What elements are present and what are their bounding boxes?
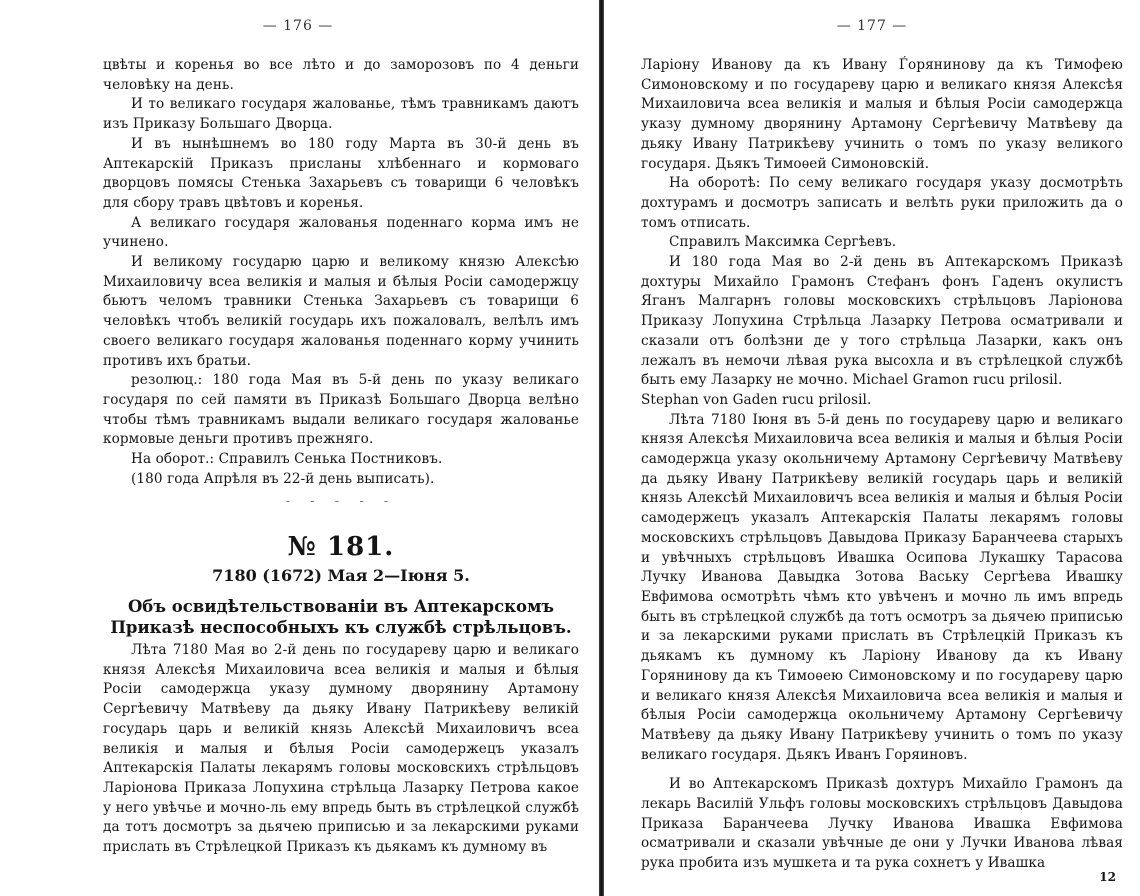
paragraph: На оборот.: Справилъ Сенька Постниковъ. xyxy=(131,451,443,468)
paragraph: И въ нынѣшнемъ во 180 году Марта въ 30-й день въ Аптекарскій Приказъ присланы хлѣбеннаго и кормоваго дворцовъ помясы Стенька Захарьевъ съ товарищи 6 человѣкъ для сбору травъ цвѣтовъ и коренья. xyxy=(103,135,579,211)
paragraph: И 180 года Мая во 2-й день въ Аптекарскомъ Приказѣ дохтуры Михайло Грамонъ Стефанъ фонъ Гаденъ окулистъ Яганъ Малгарнъ головы московскихъ стрѣльцовъ Ларіонова Приказу Лопухина Стрѣльца Лазарку Петрова осматривали и сказали отъ болѣзни де у того стрѣльца Лазарки, какъ онъ лежалъ въ немочи лѣвая рука высохла и въ стрѣлецкой службѣ быть ему Лазарку не мочно. Michael Gramon rucu prilosil. xyxy=(641,254,1123,389)
right-page xyxy=(604,0,1140,896)
paragraph: Справилъ Максимка Сергѣевъ. xyxy=(669,234,897,251)
paragraph: И то великаго государя жалованье, тѣмъ травникамъ даютъ изъ Приказу Большаго Дворца. xyxy=(103,96,579,133)
document-date: 7180 (1672) Мая 2—Іюня 5. xyxy=(212,566,470,585)
left-page-number: — 176 — xyxy=(262,18,334,34)
right-page-number: — 177 — xyxy=(836,18,908,34)
document-number: № 181. xyxy=(287,532,395,562)
paragraph: И великому государю царю и великому князю Алексѣю Михаиловичу всеа великія и малыя и бѣлыя Росіи самодержцу бьютъ челомъ травники Стенька Захарьевъ съ товарищи 6 человѣкъ чтобъ великій государь ихъ пожаловалъ, велѣлъ имъ своего великаго государя жалованья поденнаго корму учинить противъ ихъ братьи. xyxy=(103,254,579,369)
paragraph: Лѣта 7180 Іюня въ 5-й день по государеву царю и великаго князя Алексѣя Михаиловича всеа великія и малыя и бѣлыя Росіи самодержца указу окольничему Артамону Сергѣевичу Матвѣеву да дьяку Ивану Патрикѣеву великій государь царь и великій князь Алексѣй Михаиловичъ всеа великія и малыя и бѣлыя Росіи самодержецъ указалъ Аптекарскія Палаты лекарямъ головы московскихъ стрѣльцовъ Давыдова Приказу Баранчеева старыхъ и увѣчныхъ стрѣльцовъ Ивашка Осипова Лукашку Тарасова Лучку Иванова Давыдка Зотова Ваську Сергѣева Ивашку Евфимова осмотрѣть чѣмъ кто увѣченъ и мочно ль имъ впредь быть въ стрѣлецкой службѣ да тотъ осмотръ за дьячею приписью и за лекарскими руками прислать въ Стрѣлецкій Приказъ къ дьякамъ къ думному къ Ларіону Иванову да къ Ивану Горянинову да къ Тимоѳею Симоновскому и по государеву царю и великаго князя Алексѣя Михаиловича всеа великія и малыя и бѣлыя Росіи самодержца окольничему Артамону Сергѣевичу Матвѣеву да дьяку Ивану Патрикѣеву учинить о томъ по указу великаго государя. Дьякъ Иванъ Горяиновъ. xyxy=(641,411,1123,763)
left-text-top xyxy=(103,56,579,489)
right-text xyxy=(641,56,1123,874)
paragraph: цвѣты и коренья во все лѣто и до заморозовъ по 4 деньги человѣку на день. xyxy=(103,57,579,93)
section-separator: - - - - - xyxy=(285,494,397,509)
paragraph: Лѣта 7180 Мая во 2-й день по государеву царю и великаго князя Алексѣя Михаиловича всеа великія и малыя и бѣлыя Росіи самодержца указу думному дворянину Артамону Сергѣевичу Матвѣеву да дьяку Ивану Патрикѣеву великій государь царь и великій князь Алексѣй Михаиловичъ всеа великія и малыя и бѣлыя Росіи самодержецъ указалъ Аптекарскія Палаты лекарямъ головы московскихъ стрѣльцовъ Ларіонова Приказа Лопухина стрѣльца Лазарку Петрова какое у него увѣчье и мочно-ль ему впредь быть въ стрѣлецкой службѣ да тотъ досмотръ за дьячею приписью и за лекарскими руками прислать въ Стрѣлецкой Приказъ къ дьякамъ къ думному въ xyxy=(103,642,579,856)
paragraph: Ларіону Иванову да къ Ивану Ѓорянинову да къ Тимофею Симоновскому и по государеву царю и великаго князя Алексѣя Михаиловича всеа великія и малыя и бѣлыя Росіи самодержца указу думному дворянину Артамону Сергѣевичу Матвѣеву да дьяку Ивану Патрикѣеву учинить о томъ по указу великого государя. Дьякъ Тимоѳей Симоновскій. xyxy=(641,57,1123,172)
paragraph: И во Аптекарскомъ Приказѣ дохтуръ Михайло Грамонъ да лекарь Василій Ульфъ головы московскихъ стрѣльцовъ Давыдова Приказа Баранчеева Лучку Иванова Ивашка Евфимова осматривали и сказали увѣчные де они у Лучки Иванова лѣвая рука пробита изъ мушкета и та рука сохнетъ у Ивашка xyxy=(641,776,1123,872)
document-title: Объ освидѣтельствованіи въ Аптекарскомъ Приказѣ неспособныхъ къ службѣ стрѣльцовъ. xyxy=(110,597,572,637)
left-text-bottom xyxy=(103,641,579,858)
paragraph: (180 года Апрѣля въ 22-й день выписать). xyxy=(131,470,435,487)
paragraph: резолюц.: 180 года Мая въ 5-й день по указу великаго государя по сей памяти въ Приказѣ Большаго Дворца велѣно чтобы тѣмъ травникамъ выдали великаго государя жалованье кормовые деньги противъ прежняго. xyxy=(103,372,579,448)
paragraph: Stephan von Gaden rucu prilosil. xyxy=(641,391,872,408)
paragraph: А великаго государя жалованья поденнаго корма имъ не учинено. xyxy=(103,214,579,251)
paragraph: На оборотѣ: По сему великаго государя указу досмотрѣть дохтурамъ и досмотръ записать и велѣть руки приложить да о томъ отписать. xyxy=(641,175,1123,231)
signature-mark: 12 xyxy=(1099,870,1116,884)
